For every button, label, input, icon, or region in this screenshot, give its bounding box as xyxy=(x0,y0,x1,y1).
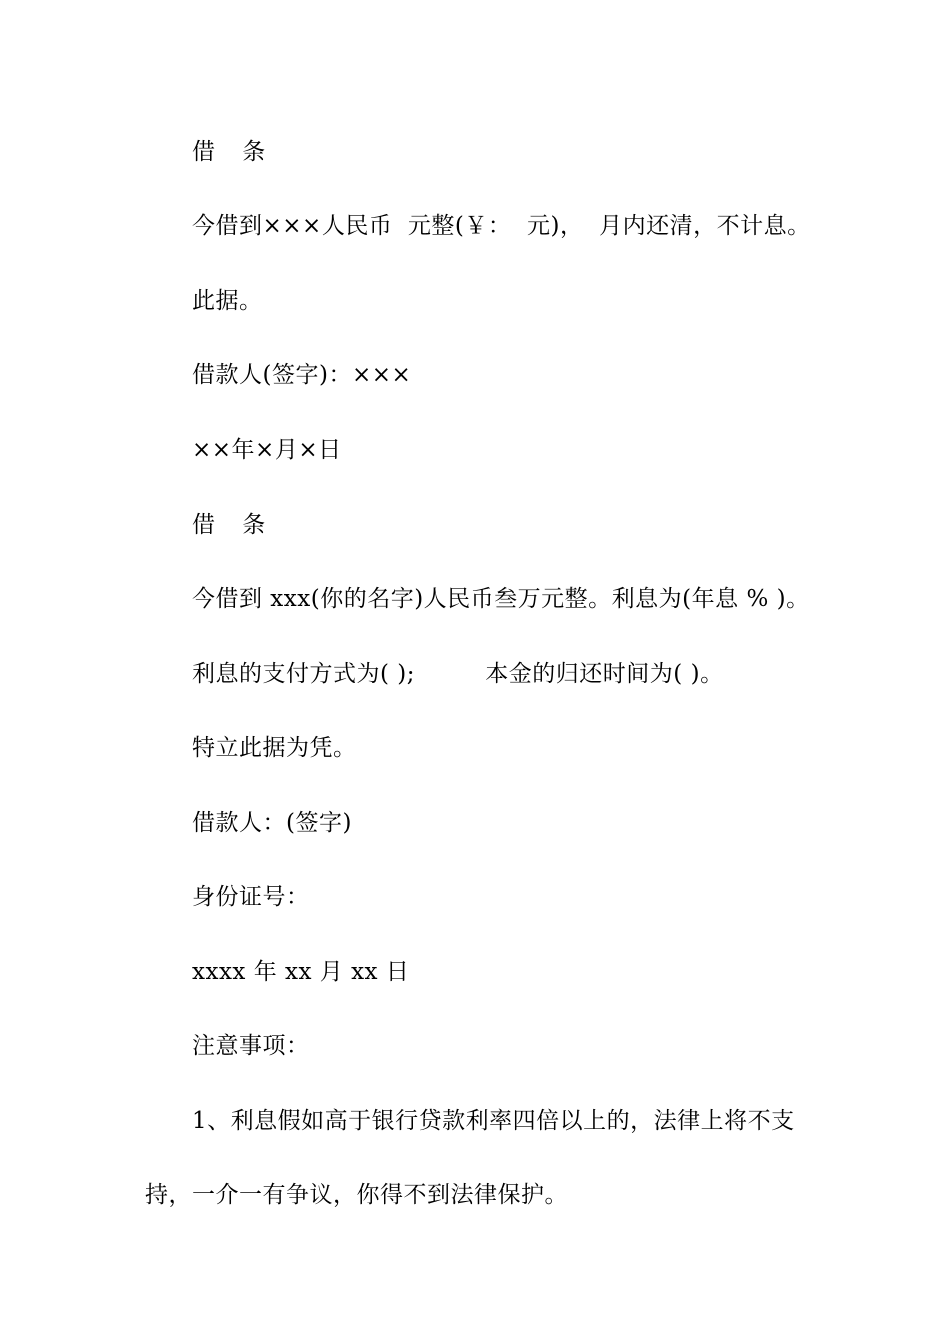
loan-date-1: ××年×月×日 xyxy=(192,437,342,463)
notes-heading: 注意事项： xyxy=(192,1033,310,1059)
loan-note-title-1: 借 条 xyxy=(192,139,276,165)
loan-note-body-2: 今借到 xxx(你的名字)人民币叁万元整。利息为(年息 % )。 xyxy=(192,586,810,612)
id-number-field: 身份证号： xyxy=(192,884,310,910)
borrower-signature-1: 借款人(签字)：××× xyxy=(192,362,412,388)
loan-note-closing-2: 特立此据为凭。 xyxy=(192,735,357,761)
loan-note-body-1: 今借到×××人民币 元整(￥： 元)， 月内还清，不计息。 xyxy=(192,213,811,239)
borrower-signature-2: 借款人：(签字) xyxy=(192,810,352,836)
note-item-1-line-1: 1、利息假如高于银行贷款利率四倍以上的，法律上将不支 xyxy=(192,1108,795,1134)
loan-note-closing-1: 此据。 xyxy=(192,288,263,314)
loan-date-2: xxxx 年 xx 月 xx 日 xyxy=(192,959,410,985)
loan-note-title-2: 借 条 xyxy=(192,512,276,538)
note-item-1-line-2: 持，一介一有争议，你得不到法律保护。 xyxy=(145,1182,568,1208)
payment-terms: 利息的支付方式为( ); 本金的归还时间为( )。 xyxy=(192,661,724,687)
